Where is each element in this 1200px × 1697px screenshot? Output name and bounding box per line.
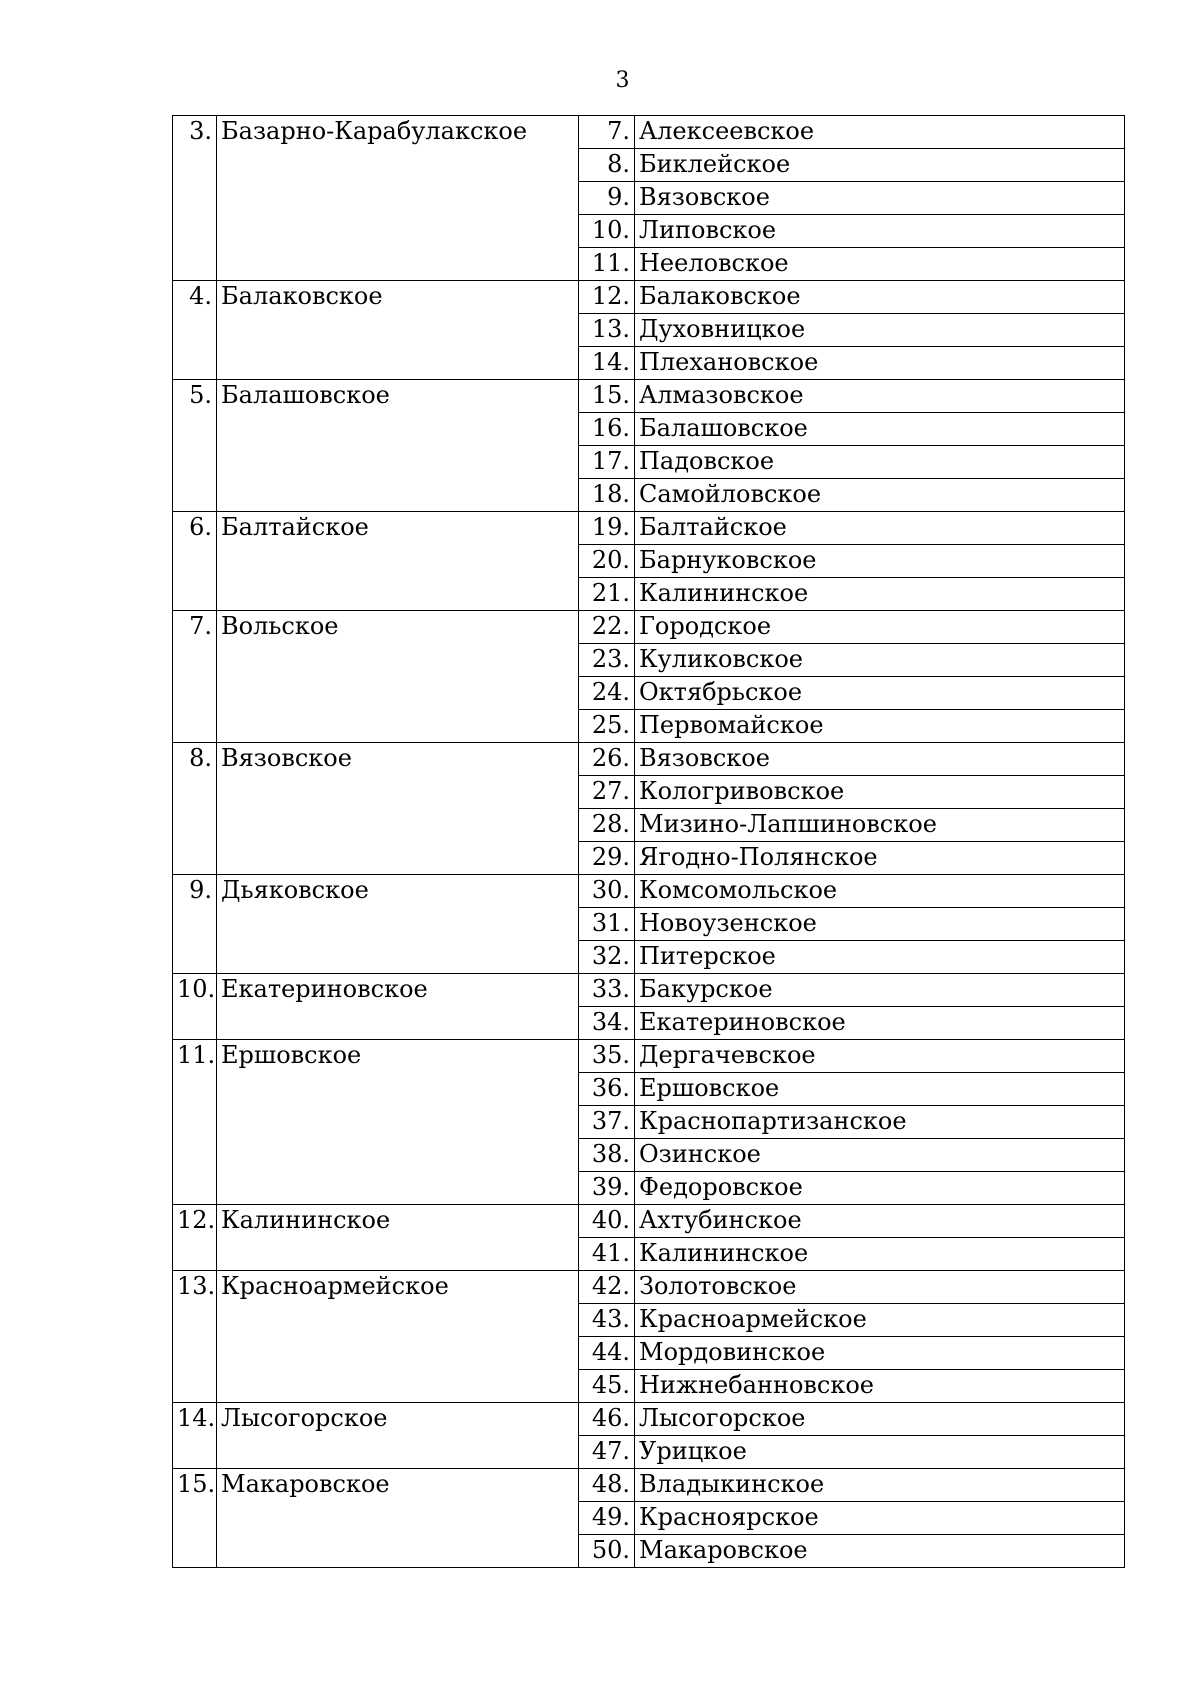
settlement-name: Озинское xyxy=(635,1139,1125,1172)
district-name: Ершовское xyxy=(217,1040,579,1205)
settlement-name: Калининское xyxy=(635,578,1125,611)
settlement-number: 45. xyxy=(579,1370,635,1403)
table-row xyxy=(173,1040,1125,1073)
settlement-number: 25. xyxy=(579,710,635,743)
district-number: 10. xyxy=(173,974,217,1040)
district-number: 12. xyxy=(173,1205,217,1271)
district-name: Дьяковское xyxy=(217,875,579,974)
table-row xyxy=(173,380,1125,413)
table-body xyxy=(173,116,1125,1568)
settlement-name: Макаровское xyxy=(635,1535,1125,1568)
table-row xyxy=(173,1271,1125,1304)
settlement-number: 28. xyxy=(579,809,635,842)
district-number: 6. xyxy=(173,512,217,611)
district-name: Балаковское xyxy=(217,281,579,380)
district-number: 4. xyxy=(173,281,217,380)
settlement-name: Мизино-Лапшиновское xyxy=(635,809,1125,842)
settlement-name: Алмазовское xyxy=(635,380,1125,413)
settlement-name: Дергачевское xyxy=(635,1040,1125,1073)
settlement-name: Нижнебанновское xyxy=(635,1370,1125,1403)
settlement-name: Первомайское xyxy=(635,710,1125,743)
settlement-number: 7. xyxy=(579,116,635,149)
district-name: Красноармейское xyxy=(217,1271,579,1403)
settlement-name: Нееловское xyxy=(635,248,1125,281)
district-number: 14. xyxy=(173,1403,217,1469)
district-number: 11. xyxy=(173,1040,217,1205)
settlement-name: Ершовское xyxy=(635,1073,1125,1106)
settlement-name: Золотовское xyxy=(635,1271,1125,1304)
settlement-name: Балашовское xyxy=(635,413,1125,446)
district-number: 8. xyxy=(173,743,217,875)
settlement-number: 8. xyxy=(579,149,635,182)
settlement-name: Бакурское xyxy=(635,974,1125,1007)
district-name: Лысогорское xyxy=(217,1403,579,1469)
settlement-name: Падовское xyxy=(635,446,1125,479)
settlement-name: Урицкое xyxy=(635,1436,1125,1469)
settlement-name: Мордовинское xyxy=(635,1337,1125,1370)
settlement-name: Октябрьское xyxy=(635,677,1125,710)
settlement-name: Красноярское xyxy=(635,1502,1125,1535)
table-row xyxy=(173,611,1125,644)
settlement-number: 37. xyxy=(579,1106,635,1139)
page-number: 3 xyxy=(615,68,630,93)
settlement-name: Куликовское xyxy=(635,644,1125,677)
district-name: Макаровское xyxy=(217,1469,579,1568)
district-name: Вязовское xyxy=(217,743,579,875)
settlement-number: 50. xyxy=(579,1535,635,1568)
settlement-number: 36. xyxy=(579,1073,635,1106)
settlement-number: 29. xyxy=(579,842,635,875)
settlement-number: 48. xyxy=(579,1469,635,1502)
settlement-number: 42. xyxy=(579,1271,635,1304)
settlement-name: Духовницкое xyxy=(635,314,1125,347)
district-name: Екатериновское xyxy=(217,974,579,1040)
settlement-number: 12. xyxy=(579,281,635,314)
settlement-number: 33. xyxy=(579,974,635,1007)
district-name: Базарно-Карабулакское xyxy=(217,116,579,281)
settlement-name: Ягодно-Полянское xyxy=(635,842,1125,875)
table-row xyxy=(173,281,1125,314)
settlement-name: Кологривовское xyxy=(635,776,1125,809)
settlement-number: 26. xyxy=(579,743,635,776)
settlement-number: 20. xyxy=(579,545,635,578)
settlement-number: 30. xyxy=(579,875,635,908)
settlement-number: 11. xyxy=(579,248,635,281)
settlement-name: Красноармейское xyxy=(635,1304,1125,1337)
settlement-number: 32. xyxy=(579,941,635,974)
district-name: Вольское xyxy=(217,611,579,743)
settlement-name: Краснопартизанское xyxy=(635,1106,1125,1139)
settlement-number: 44. xyxy=(579,1337,635,1370)
settlement-number: 38. xyxy=(579,1139,635,1172)
settlement-number: 9. xyxy=(579,182,635,215)
district-number: 15. xyxy=(173,1469,217,1568)
settlement-name: Ахтубинское xyxy=(635,1205,1125,1238)
settlement-number: 13. xyxy=(579,314,635,347)
district-number: 3. xyxy=(173,116,217,281)
settlement-name: Екатериновское xyxy=(635,1007,1125,1040)
settlement-number: 10. xyxy=(579,215,635,248)
settlement-number: 22. xyxy=(579,611,635,644)
settlement-number: 41. xyxy=(579,1238,635,1271)
settlement-number: 35. xyxy=(579,1040,635,1073)
district-name: Калининское xyxy=(217,1205,579,1271)
settlement-name: Вязовское xyxy=(635,743,1125,776)
district-name: Балашовское xyxy=(217,380,579,512)
settlement-name: Барнуковское xyxy=(635,545,1125,578)
settlement-name: Алексеевское xyxy=(635,116,1125,149)
table-row xyxy=(173,1403,1125,1436)
settlement-name: Балаковское xyxy=(635,281,1125,314)
settlement-number: 49. xyxy=(579,1502,635,1535)
settlement-number: 17. xyxy=(579,446,635,479)
settlement-number: 40. xyxy=(579,1205,635,1238)
table-row xyxy=(173,512,1125,545)
settlement-number: 31. xyxy=(579,908,635,941)
settlement-number: 23. xyxy=(579,644,635,677)
district-number: 7. xyxy=(173,611,217,743)
settlement-number: 18. xyxy=(579,479,635,512)
settlement-name: Комсомольское xyxy=(635,875,1125,908)
table-row xyxy=(173,875,1125,908)
settlement-number: 21. xyxy=(579,578,635,611)
settlement-name: Городское xyxy=(635,611,1125,644)
settlement-name: Липовское xyxy=(635,215,1125,248)
table-row xyxy=(173,1469,1125,1502)
district-number: 5. xyxy=(173,380,217,512)
settlement-name: Самойловское xyxy=(635,479,1125,512)
table-row xyxy=(173,974,1125,1007)
settlement-name: Калининское xyxy=(635,1238,1125,1271)
district-settlement-table xyxy=(172,115,1125,1568)
settlement-name: Биклейское xyxy=(635,149,1125,182)
district-name: Балтайское xyxy=(217,512,579,611)
settlement-number: 34. xyxy=(579,1007,635,1040)
settlement-number: 19. xyxy=(579,512,635,545)
settlement-number: 15. xyxy=(579,380,635,413)
settlement-number: 24. xyxy=(579,677,635,710)
settlement-name: Владыкинское xyxy=(635,1469,1125,1502)
settlement-number: 16. xyxy=(579,413,635,446)
settlement-number: 47. xyxy=(579,1436,635,1469)
settlement-number: 14. xyxy=(579,347,635,380)
table-row xyxy=(173,1205,1125,1238)
settlement-name: Питерское xyxy=(635,941,1125,974)
settlement-number: 39. xyxy=(579,1172,635,1205)
settlement-name: Новоузенское xyxy=(635,908,1125,941)
settlement-name: Федоровское xyxy=(635,1172,1125,1205)
settlement-number: 43. xyxy=(579,1304,635,1337)
settlement-name: Балтайское xyxy=(635,512,1125,545)
table-row xyxy=(173,116,1125,149)
settlement-name: Плехановское xyxy=(635,347,1125,380)
district-number: 13. xyxy=(173,1271,217,1403)
settlement-name: Вязовское xyxy=(635,182,1125,215)
district-number: 9. xyxy=(173,875,217,974)
settlement-number: 46. xyxy=(579,1403,635,1436)
settlement-name: Лысогорское xyxy=(635,1403,1125,1436)
table-row xyxy=(173,743,1125,776)
settlement-number: 27. xyxy=(579,776,635,809)
